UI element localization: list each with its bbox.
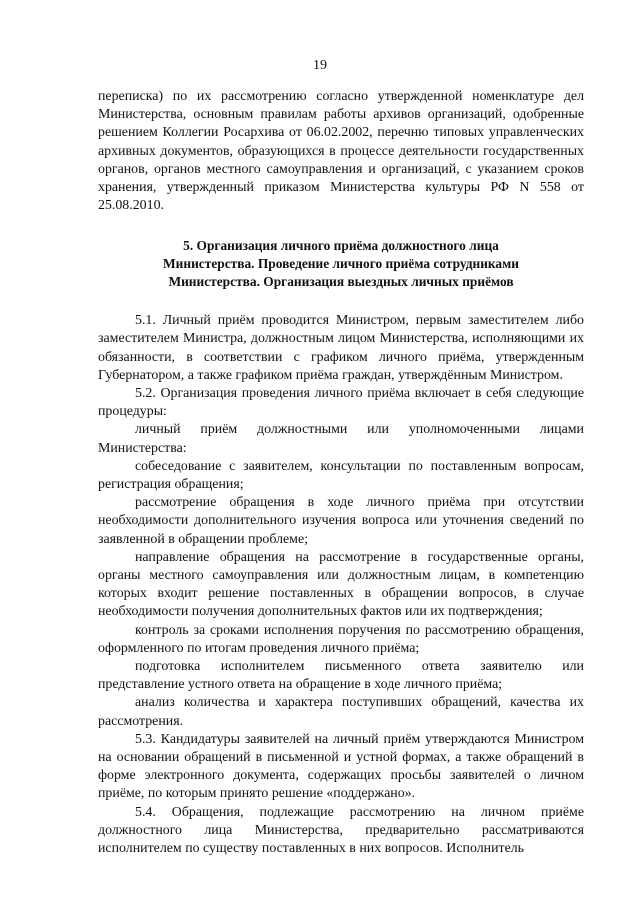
- document-body: [98, 88, 584, 858]
- procedure-item: анализ количества и характера поступивших обращений, качества их рассмотрения.: [98, 695, 584, 729]
- paragraph-5-4: 5.4. Обращения, подлежащие рассмотрению на личном приёме должностного лица Министерства, предварительно рассматриваются исполнителем по существу поставленных в них вопросов. Исполнитель: [98, 804, 584, 857]
- procedure-item: рассмотрение обращения в ходе личного приёма при отсутствии необходимости дополнительного изучения вопроса или уточнения сведений по заявленной в обращении проблеме;: [98, 495, 584, 547]
- procedure-item: контроль за сроками исполнения поручения по рассмотрению обращения, оформленного по итогам проведения личного приёма;: [98, 622, 584, 656]
- procedure-item: собеседование с заявителем, консультации по поставленным вопросам, регистрация обращения;: [98, 458, 584, 493]
- procedure-item: подготовка исполнителем письменного ответа заявителю или представление устного ответа на обращение в ходе личного приёма;: [98, 659, 584, 693]
- section-heading-line-3: Министерства. Организация выездных личных приёмов: [168, 273, 514, 289]
- procedure-item: личный приём должностными или уполномоченными лицами Министерства:: [98, 422, 584, 456]
- section-heading: [98, 237, 584, 290]
- paragraph-5-2: 5.2. Организация проведения личного приёма включает в себя следующие процедуры:: [98, 386, 584, 420]
- intro-paragraph: переписка) по их рассмотрению согласно утвержденной номенклатуре дел Министерства, основным правилам работы архивов организаций, одобренные решением Коллегии Росархива от 06.02.2002, перечню типовых управленческих архивных документов, образующихся в процессе деятельности государственных органов, органов местного самоуправления и организаций, с указанием сроков хранения, утвержденный приказом Министерства культуры РФ N 558 от 25.08.2010.: [98, 89, 584, 214]
- page-number: 19: [313, 58, 327, 73]
- paragraph-5-1: 5.1. Личный приём проводится Министром, первым заместителем либо заместителем Министра, должностным лицом Министерства, исполняющими их обязанности, в соответствии с графиком личного приёма, утвержденным Губернатором, а также графиком приёма граждан, утверждённым Министром.: [98, 313, 584, 383]
- section-heading-line-2: Министерства. Проведение личного приёма сотрудниками: [163, 256, 519, 272]
- procedure-item: направление обращения на рассмотрение в государственные органы, органы местного самоуправления или должностным лицам, в компетенцию которых входит решение поставленных в обращении вопросов, в случае необходимости получения дополнительных фактов или их подтверждения;: [98, 549, 584, 620]
- paragraph-5-3: 5.3. Кандидатуры заявителей на личный приём утверждаются Министром на основании обращений в письменной и устной формах, а также обращений в форме электронного документа, содержащих просьбы заявителей о личном приёме, по которым принято решение «поддержано».: [98, 731, 584, 802]
- section-heading-line-1: 5. Организация личного приёма должностного лица: [183, 238, 499, 254]
